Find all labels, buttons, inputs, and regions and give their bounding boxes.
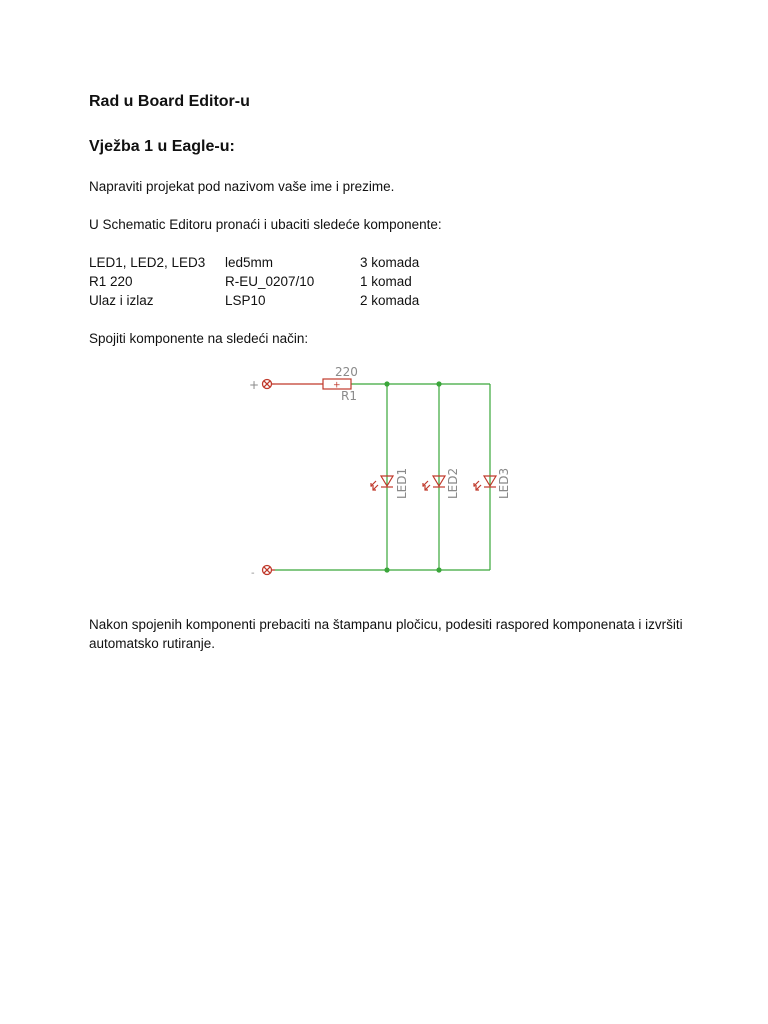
led3-symbol: [474, 476, 496, 490]
component-row: [89, 272, 480, 291]
led1-symbol: [371, 476, 393, 490]
circuit-schematic: [245, 360, 535, 590]
led3-label: LED3: [497, 467, 511, 499]
component-row: [89, 291, 480, 310]
intro-paragraph: Napraviti projekat pod nazivom vaše ime i prezime.: [89, 179, 395, 194]
component-name: LED1, LED2, LED3: [89, 255, 206, 270]
resistor-value: 220: [335, 365, 358, 379]
exercise-heading: Vježba 1 u Eagle-u:: [89, 138, 235, 155]
find-components-paragraph: U Schematic Editoru pronaći i ubaciti sledeće komponente:: [89, 217, 442, 232]
led1-label: LED1: [395, 467, 409, 499]
resistor-name: R1: [341, 389, 357, 403]
component-quantity: 2 komada: [360, 293, 420, 308]
component-name: R1 220: [89, 274, 133, 289]
plus-label: +: [249, 378, 260, 392]
led2-label: LED2: [446, 467, 460, 499]
component-part: led5mm: [225, 255, 274, 270]
component-part: LSP10: [225, 293, 266, 308]
resistor-marker: +: [333, 380, 341, 391]
led2-symbol: [423, 476, 445, 490]
output-terminal: [263, 566, 276, 575]
component-row: [89, 253, 480, 272]
component-quantity: 1 komad: [360, 274, 412, 289]
components-list: [89, 253, 480, 310]
component-part: R-EU_0207/10: [225, 274, 315, 289]
final-paragraph: Nakon spojenih komponenti prebaciti na štampanu pločicu, podesiti raspored komponenata i izvršiti automatsko rutiranje.: [89, 617, 683, 651]
connect-paragraph: Spojiti komponente na sledeći način:: [89, 331, 309, 346]
component-quantity: 3 komada: [360, 255, 420, 270]
component-name: Ulaz i izlaz: [89, 293, 154, 308]
page-title: Rad u Board Editor-u: [89, 93, 250, 110]
minus-label: -: [251, 568, 255, 579]
input-terminal: [263, 380, 276, 389]
